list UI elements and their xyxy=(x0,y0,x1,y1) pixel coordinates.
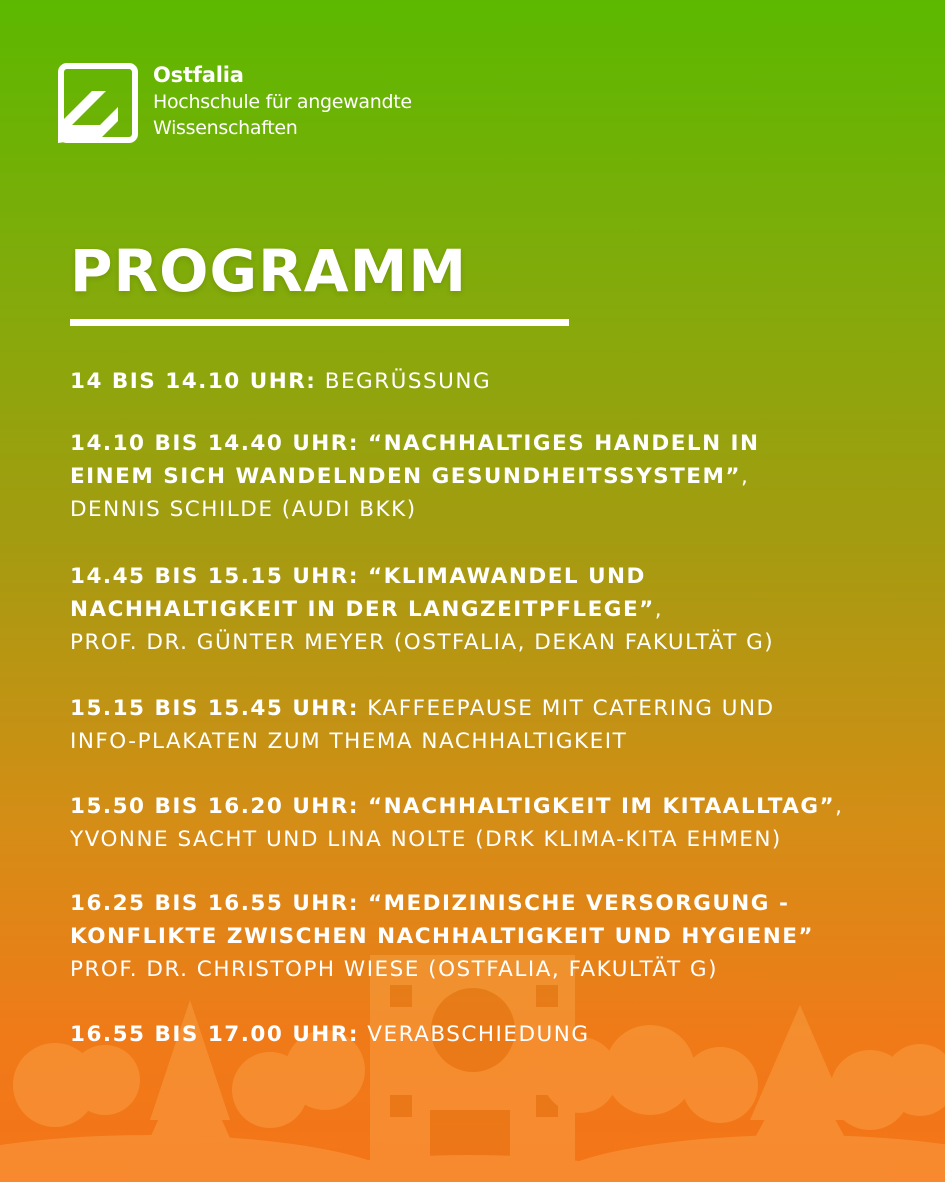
item-text: VERABSCHIEDUNG xyxy=(358,1022,590,1047)
item-time: 14.45 BIS 15.15 UHR: xyxy=(70,564,359,589)
item-title-line2: EINEM SICH WANDELNDEN GESUNDHEITSSYSTEM” xyxy=(70,464,742,489)
program-item-7 xyxy=(70,1018,940,1051)
brand-name: Ostfalia xyxy=(153,63,244,87)
brand-subtitle-line1: Hochschule für angewandte xyxy=(153,91,412,113)
item-text: BEGRÜSSUNG xyxy=(316,369,492,394)
page-title: PROGRAMM xyxy=(70,237,468,305)
item-title-line1: “NACHHALTIGKEIT IM KITAALLTAG” xyxy=(358,794,836,819)
item-speaker: DENNIS SCHILDE (AUDI BKK) xyxy=(70,497,417,522)
item-title-line1: “KLIMAWANDEL UND xyxy=(358,564,646,589)
ostfalia-logo-icon xyxy=(58,63,138,143)
item-time: 16.25 BIS 16.55 UHR: xyxy=(70,891,359,916)
item-separator: , xyxy=(835,794,844,819)
item-speaker: YVONNE SACHT UND LINA NOLTE (DRK KLIMA-KITA EHMEN) xyxy=(70,827,782,852)
item-text-line1: KAFFEEPAUSE MIT CATERING UND xyxy=(358,696,775,721)
item-separator: , xyxy=(654,597,664,622)
item-title-line2: NACHHALTIGKEIT IN DER LANGZEITPFLEGE” xyxy=(70,597,655,622)
item-title-line2: KONFLIKTE ZWISCHEN NACHHALTIGKEIT UND HYGIENE” xyxy=(70,924,815,949)
item-time: 14.10 BIS 14.40 UHR: xyxy=(70,431,359,456)
program-item-3 xyxy=(70,560,940,659)
program-item-1 xyxy=(70,365,940,398)
item-time: 15.50 BIS 16.20 UHR: xyxy=(70,794,359,819)
brand-block xyxy=(153,62,412,141)
item-speaker: PROF. DR. CHRISTOPH WIESE (OSTFALIA, FAKULTÄT G) xyxy=(70,957,718,982)
program-item-6 xyxy=(70,887,940,986)
item-title-line1: “MEDIZINISCHE VERSORGUNG - xyxy=(358,891,790,916)
program-item-4 xyxy=(70,692,940,758)
item-separator: , xyxy=(741,464,750,489)
program-item-2 xyxy=(70,427,940,526)
item-speaker: PROF. DR. GÜNTER MEYER (OSTFALIA, DEKAN FAKULTÄT G) xyxy=(70,630,775,655)
item-time: 14 BIS 14.10 UHR: xyxy=(70,369,317,394)
program-item-5 xyxy=(70,790,940,856)
item-time: 16.55 BIS 17.00 UHR: xyxy=(70,1022,359,1047)
title-underline xyxy=(70,319,569,326)
item-title-line1: “NACHHALTIGES HANDELN IN xyxy=(358,431,760,456)
brand-subtitle-line2: Wissenschaften xyxy=(153,117,298,139)
item-time: 15.15 BIS 15.45 UHR: xyxy=(70,696,359,721)
item-text-line2: INFO-PLAKATEN ZUM THEMA NACHHALTIGKEIT xyxy=(70,729,628,754)
